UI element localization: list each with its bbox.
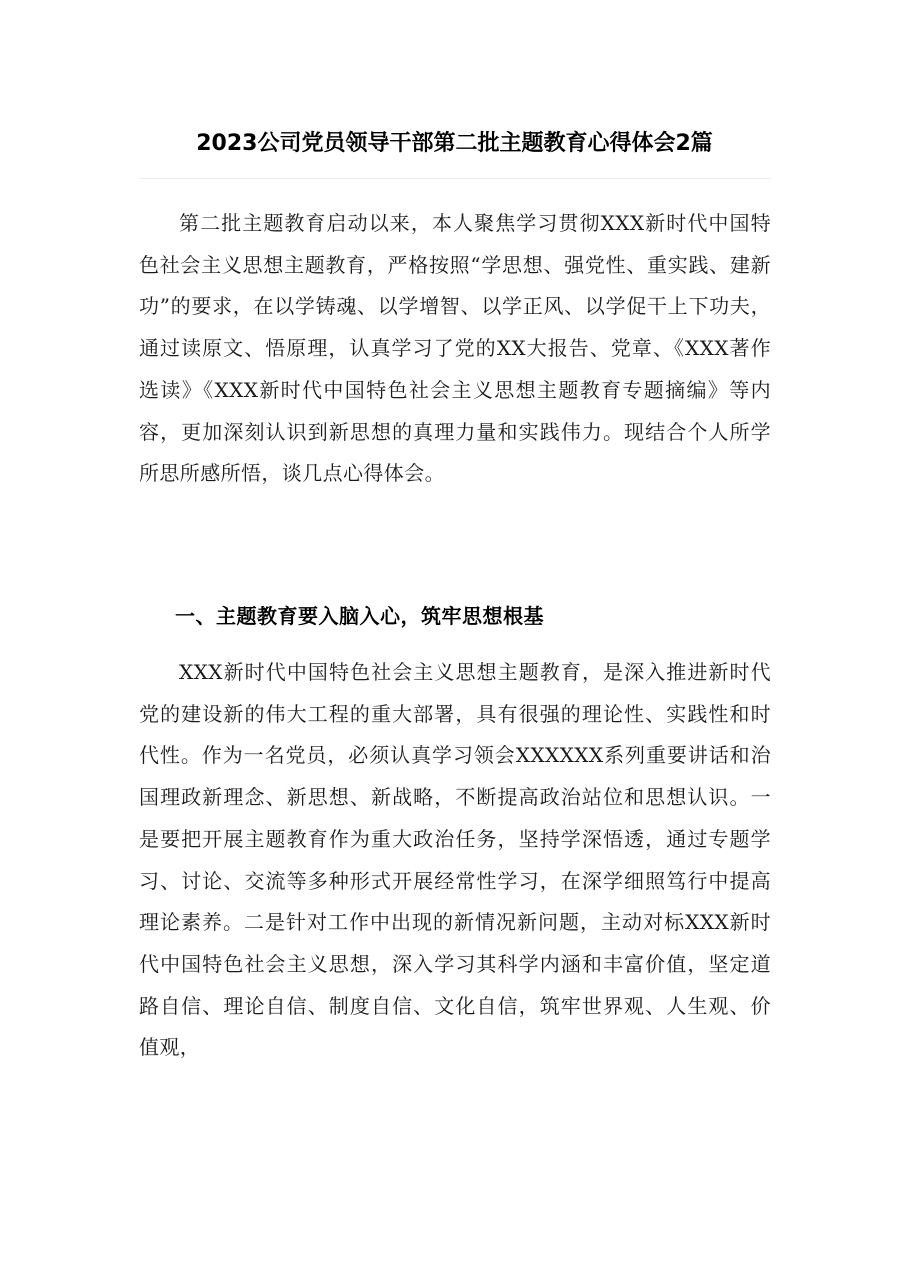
section-heading-1: 一、主题教育要入脑入心，筑牢思想根基 xyxy=(175,604,544,628)
paragraph-section-1: XXX新时代中国特色社会主义思想主题教育，是深入推进新时代党的建设新的伟大工程的重大部署，具有很强的理论性、实践性和时代性。作为一名党员，必须认真学习领会XXXXXX系列重要讲话和治国理政新理念、新思想、新战略，不断提高政治站位和思想认识。一是要把开展主题教育作为重大政治任务，坚持学深悟透，通过专题学习、讨论、交流等多种形式开展经常性学习，在深学细照笃行中提高理论素养。二是针对工作中出现的新情况新问题，主动对标XXX新时代中国特色社会主义思想，深入学习其科学内涵和丰富价值，坚定道路自信、理论自信、制度自信、文化自信，筑牢世界观、人生观、价值观， xyxy=(139,660,771,1060)
title-divider xyxy=(139,178,771,179)
paragraph-intro: 第二批主题教育启动以来，本人聚焦学习贯彻XXX新时代中国特色社会主义思想主题教育，严格按照“学思想、强党性、重实践、建新功”的要求，在以学铸魂、以学增智、以学正风、以学促干上下功夫，通过读原文、悟原理，认真学习了党的XX大报告、党章、《XXX著作选读》《XXX新时代中国特色社会主义思想主题教育专题摘编》等内容，更加深刻认识到新思想的真理力量和实践伟力。现结合个人所学所思所感所悟，谈几点心得体会。 xyxy=(139,211,771,486)
document-title: 2023公司党员领导干部第二批主题教育心得体会2篇 xyxy=(196,131,713,156)
